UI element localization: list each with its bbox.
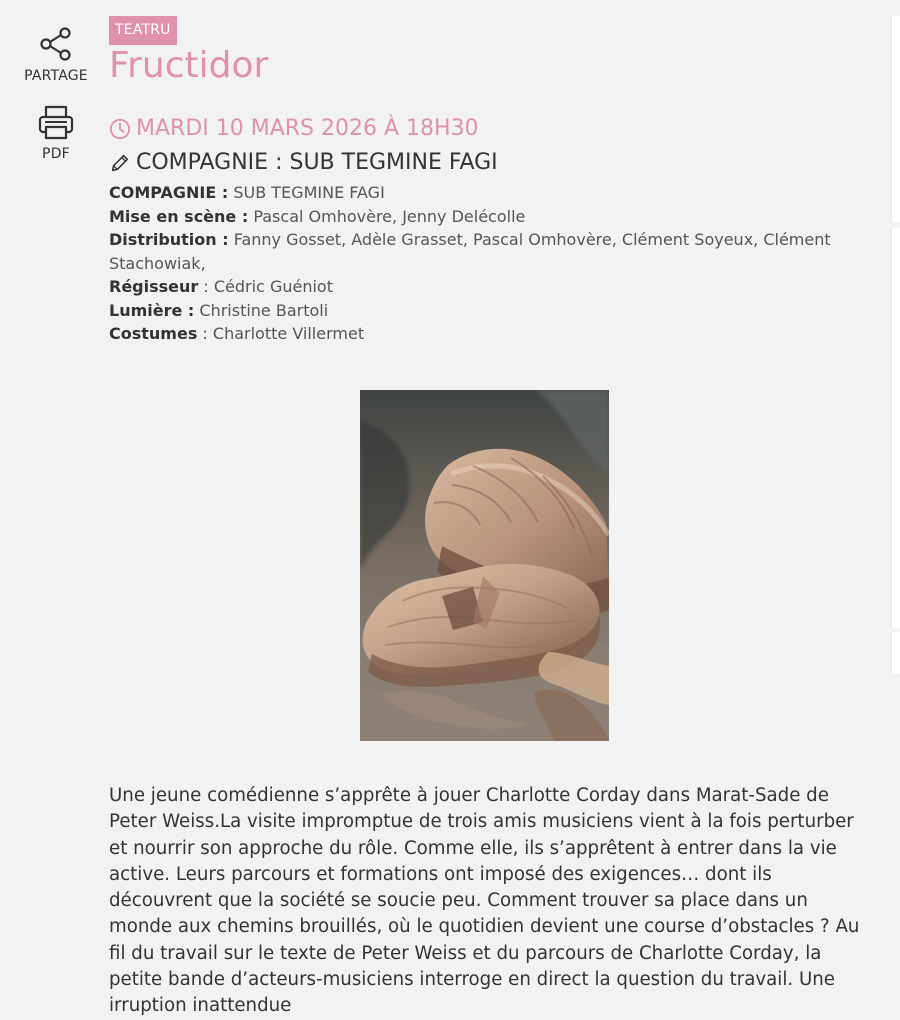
credit-value: : Cédric Guéniot <box>198 277 333 296</box>
credit-direction <box>109 205 869 229</box>
credit-costumes <box>109 322 869 346</box>
event-photo[interactable] <box>360 390 609 741</box>
credit-lighting <box>109 299 869 323</box>
credits-list <box>109 181 869 346</box>
credit-company <box>109 181 869 205</box>
pdf-button[interactable] <box>20 102 92 162</box>
event-datetime-text: MARDI 10 MARS 2026 À 18H30 <box>136 116 479 141</box>
credit-label: Distribution : <box>109 230 229 249</box>
printer-icon <box>36 102 76 142</box>
credit-label: Régisseur <box>109 277 199 296</box>
share-label: PARTAGE <box>24 68 88 84</box>
credit-cast <box>109 228 869 275</box>
credit-value: Christine Bartoli <box>194 300 329 320</box>
credit-value: SUB TEGMINE FAGI <box>228 183 385 202</box>
event-datetime <box>109 114 869 144</box>
right-edge-card <box>891 228 900 628</box>
right-edge-card <box>891 16 900 222</box>
credit-value: : Charlotte Villermet <box>197 324 365 343</box>
company-heading-text: COMPAGNIE : SUB TEGMINE FAGI <box>136 150 498 175</box>
credit-label: COMPAGNIE : <box>109 183 229 202</box>
share-button[interactable] <box>20 24 92 84</box>
right-edge-card <box>891 632 900 674</box>
category-badge[interactable]: TEATRU <box>109 16 177 45</box>
event-detail <box>109 16 869 346</box>
credit-value: Fanny Gosset, Adèle Grasset, Pascal Omhovère, Clément Soyeux, Clément Stachowiak, <box>109 230 831 273</box>
clock-icon <box>109 118 131 140</box>
share-icon <box>36 24 76 64</box>
event-description: Une jeune comédienne s’apprête à jouer Charlotte Corday dans Marat-Sade de Peter Weiss.La visite impromptue de trois amis musiciens vient à la fois perturber et nourrir son approche du rôle. Comme elle, ils s’apprêtent à entrer dans la vie active. Leurs parcours et formations ont imposé des exigences… dont ils découvrent que la société se soucie peu. Comment trouver sa place dans un monde aux chemins brouillés, où le quotidien devient une course d’obstacles ? Au fil du travail sur le texte de Peter Weiss et du parcours de Charlotte Corday, la petite bande d’acteurs-musiciens interroge en direct la question du travail. Une irruption inattendue <box>109 785 860 1017</box>
credit-stage-manager <box>109 275 869 299</box>
credit-label: Costumes <box>109 324 198 343</box>
event-tools <box>20 24 92 162</box>
credit-label: Mise en scène : <box>109 206 249 226</box>
pdf-label: PDF <box>42 146 70 162</box>
credit-value: Pascal Omhovère, Jenny Delécolle <box>248 206 526 226</box>
company-heading <box>109 148 869 178</box>
credit-label: Lumière : <box>109 300 195 320</box>
event-title: Fructidor <box>109 45 269 86</box>
pencil-icon <box>109 152 131 174</box>
